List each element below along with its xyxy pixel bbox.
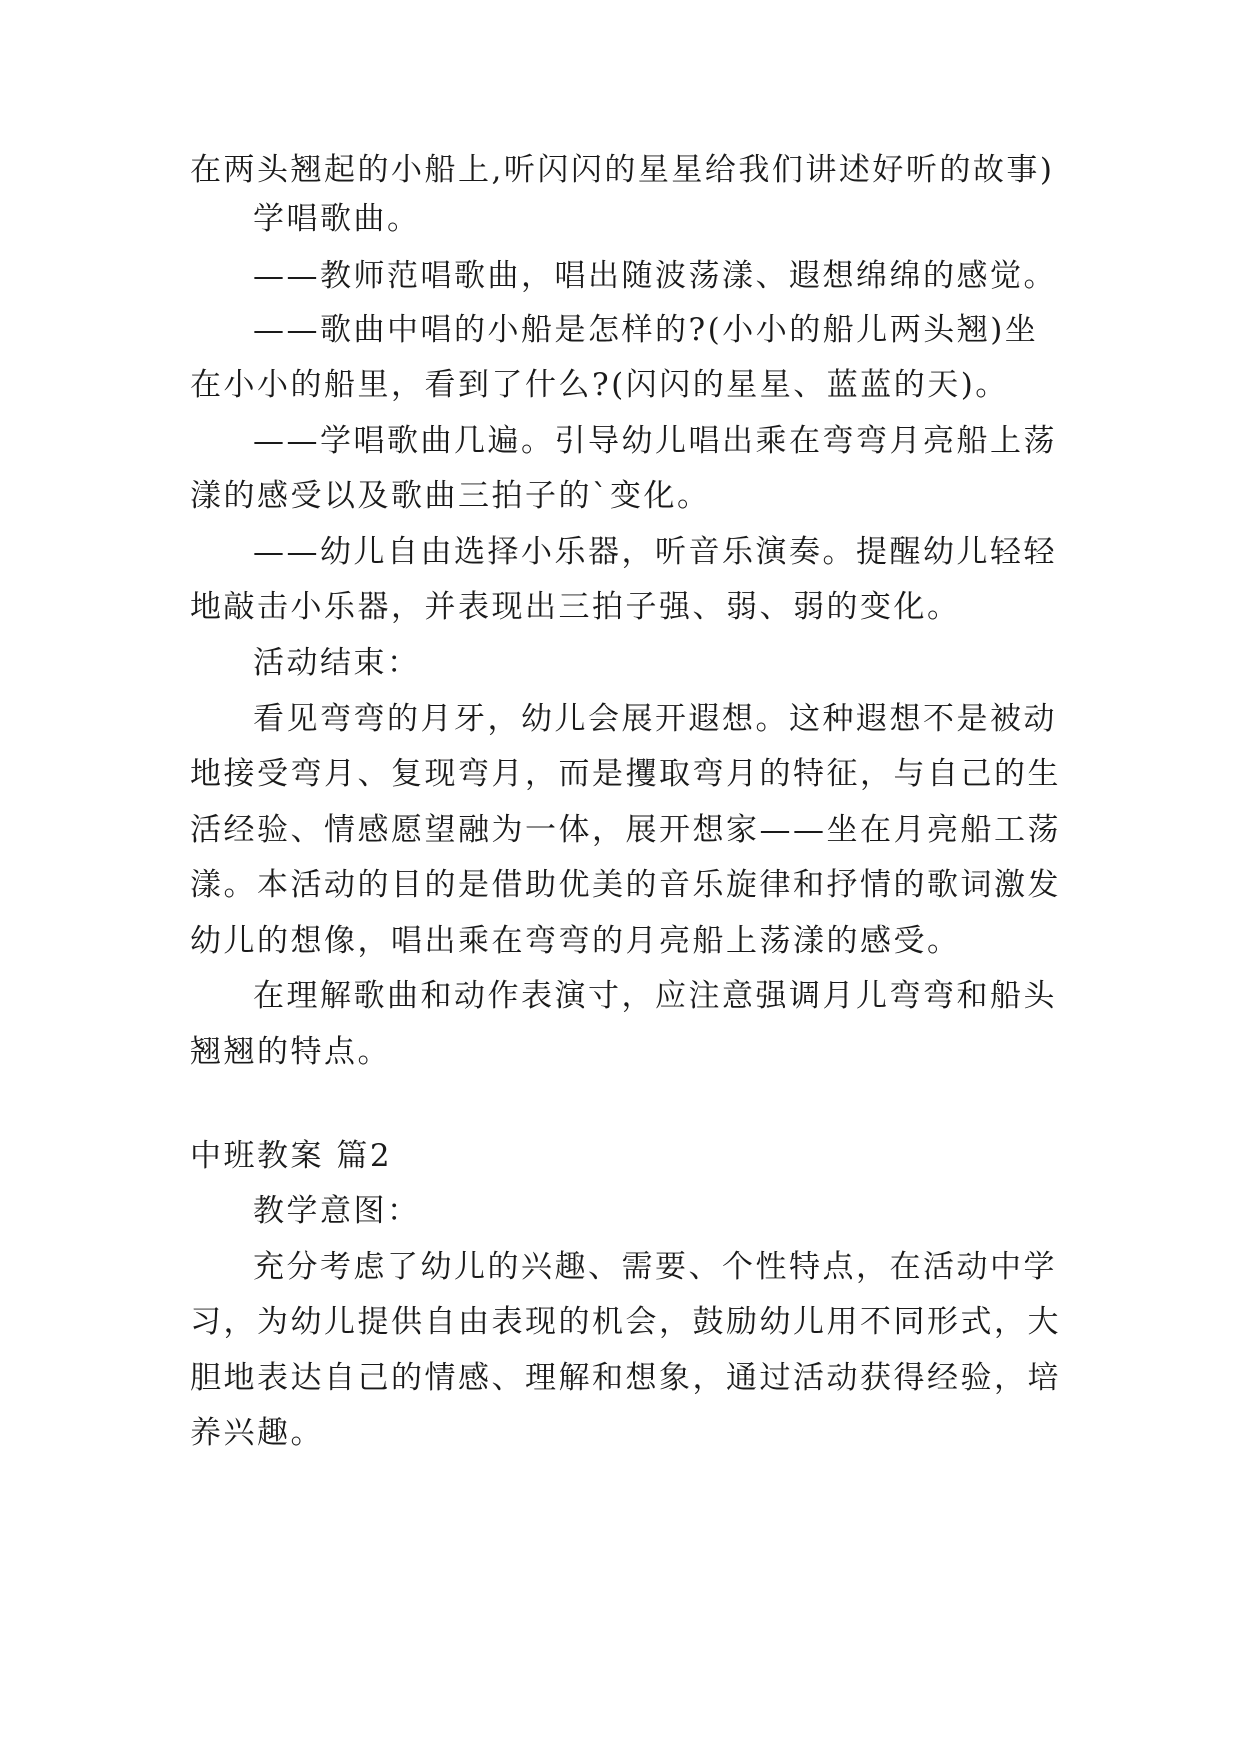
text-line: 漾的感受以及歌曲三拍子的`变化。 xyxy=(190,478,711,514)
text-line: 幼儿的想像，唱出乘在弯弯的月亮船上荡漾的感受。 xyxy=(190,923,961,959)
text-line: 漾。本活动的目的是借助优美的音乐旋律和抒情的歌词激发 xyxy=(190,867,1061,903)
text-line: 看见弯弯的月牙，幼儿会展开遐想。这种遐想不是被动 xyxy=(253,701,1057,737)
text-line: 养兴趣。 xyxy=(190,1415,324,1451)
text-line: 活动结束： xyxy=(253,645,421,681)
text-line: 地敲击小乐器，并表现出三拍子强、弱、弱的变化。 xyxy=(190,589,961,625)
text-line: ——教师范唱歌曲，唱出随波荡漾、遐想绵绵的感觉。 xyxy=(253,258,1057,294)
text-line: 习，为幼儿提供自由表现的机会，鼓励幼儿用不同形式，大 xyxy=(190,1304,1061,1340)
text-line: 胆地表达自己的情感、理解和想象，通过活动获得经验，培 xyxy=(190,1360,1061,1396)
text-line: 地接受弯月、复现弯月，而是攫取弯月的特征，与自己的生 xyxy=(190,756,1061,792)
text-line: 在两头翘起的小船上,听闪闪的星星给我们讲述好听的故事) xyxy=(190,152,1055,188)
text-line: 学唱歌曲。 xyxy=(253,201,421,237)
text-line: 在小小的船里，看到了什么?(闪闪的星星、蓝蓝的天)。 xyxy=(190,367,1009,403)
text-line: 在理解歌曲和动作表演寸，应注意强调月儿弯弯和船头 xyxy=(253,978,1057,1014)
text-line: 教学意图： xyxy=(253,1193,421,1229)
text-line: 充分考虑了幼儿的兴趣、需要、个性特点，在活动中学 xyxy=(253,1249,1057,1285)
text-line: ——歌曲中唱的小船是怎样的?(小小的船儿两头翘)坐 xyxy=(253,312,1039,348)
text-line: 活经验、情感愿望融为一体，展开想家——坐在月亮船工荡 xyxy=(190,812,1061,848)
text-line: ——幼儿自由选择小乐器，听音乐演奏。提醒幼儿轻轻 xyxy=(253,534,1057,570)
text-line: 翘翘的特点。 xyxy=(190,1034,391,1070)
text-line: ——学唱歌曲几遍。引导幼儿唱出乘在弯弯月亮船上荡 xyxy=(253,423,1057,459)
section-heading: 中班教案 篇2 xyxy=(190,1138,393,1174)
